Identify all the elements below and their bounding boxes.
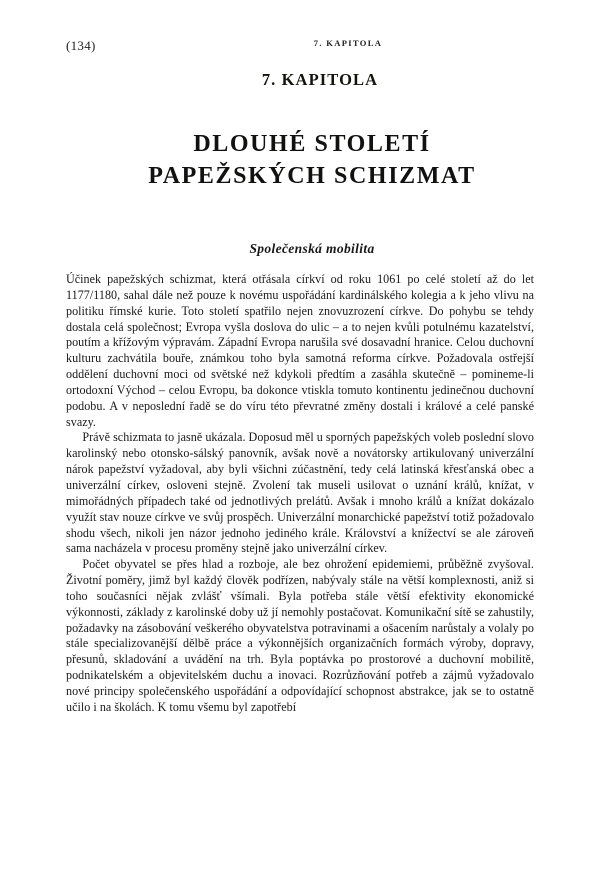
body-paragraph-3: Počet obyvatel se přes hlad a rozboje, ale bez ohrožení epidemiemi, průběžně zvyšoval. Životní poměry, jimž byl každý člověk podřízen, nabývaly stále na větší komplexnosti, aniž si toho současníci nějak zvlášť všímali. Byla potřeba stále větší efektivity ekonomické výkonnosti, základy z karolinské doby už jí nemohly postačovat. Komunikační sítě se zahustily, požadavky na zásobování veškerého obyvatelstva potravinami a ošacením narůstaly a volaly po stále specializovanější dělbě práce a výkonnějších organizačních formách výroby, dopravy, přesunů, skladování a uvádění na trh. Byla poptávka po prostorové a duchovní mobilitě, podnikatelském a objevitelském duchu a inovaci. Rozrůzňování potřeb a zájmů vyžadovalo nové principy společenského uspořádání a odpovídající schopnost abstrakce, jak se to ostatně učilo i na školách. K tomu všemu byl zapotřebí	[66, 557, 534, 714]
body-paragraph-1: Účinek papežských schizmat, která otřásala církví od roku 1061 po celé století až do let 1177/1180, sahal dále než pouze k novému uspořádání kardinálského kolegia a k jeho vlivu na politiku římské kurie. Toto století spatřilo nejen znovuzrození církve. Do pohybu se tehdy dostala celá společnost; Evropa vyšla doslova do ulic – a to nejen kvůli potulnému kazatelství, poutím a křížovým výpravám. Západní Evropa narušila své dosavadní hranice. Celou duchovní kulturu zachvátila bouře, známkou toho byla samotná reforma církve. Požadovala ostřejší oddělení duchovní moci od světské než kdykoli předtím a zasáhla skutečně – pomineme-li ortodoxní Východ – celou Evropu, ba dokonce vtiskla tomuto kontinentu jedinečnou duchovní podobu. A v neposlední řadě se do víru této převratné změny dostali i králové a celé panské svazy.	[66, 272, 534, 429]
page-folio-number: (134)	[66, 38, 96, 53]
section-heading: Společenská mobilita	[249, 241, 375, 257]
body-paragraph-2: Právě schizmata to jasně ukázala. Doposud měl u sporných papežských voleb poslední slovo karolinský nebo otonsko-sálský panovník, avšak nově a novátorsky artikulovaný univerzální nárok papežství vyžadoval, aby byli všichni zúčastnění, tedy celá latinská křesťanská obec a univerzální církev, osloveni stejně. Zvolení tak museli usilovat o uznání králů, knížat, v mimořádných případech také od jednotlivých prelátů. Avšak i mnoho králů a knížat dokázalo využít stav nouze církve ve svůj prospěch. Univerzální monarchické papežství totiž požadovalo shodu všech, nikoli jen názor jednoho jediného krále. Království a knížectví se ale zároveň sama nacházela v procesu proměny stejně jako univerzální církev.	[66, 430, 535, 556]
body-text-block	[66, 272, 534, 716]
chapter-number-heading: 7. KAPITOLA	[261, 70, 379, 89]
chapter-title-line-2: PAPEŽSKÝCH SCHIZMAT	[148, 163, 476, 190]
running-head	[66, 38, 534, 54]
chapter-title-line-1: DLOUHÉ STOLETÍ	[193, 131, 431, 158]
chapter-title	[52, 128, 572, 192]
running-head-title: 7. KAPITOLA	[313, 38, 383, 48]
